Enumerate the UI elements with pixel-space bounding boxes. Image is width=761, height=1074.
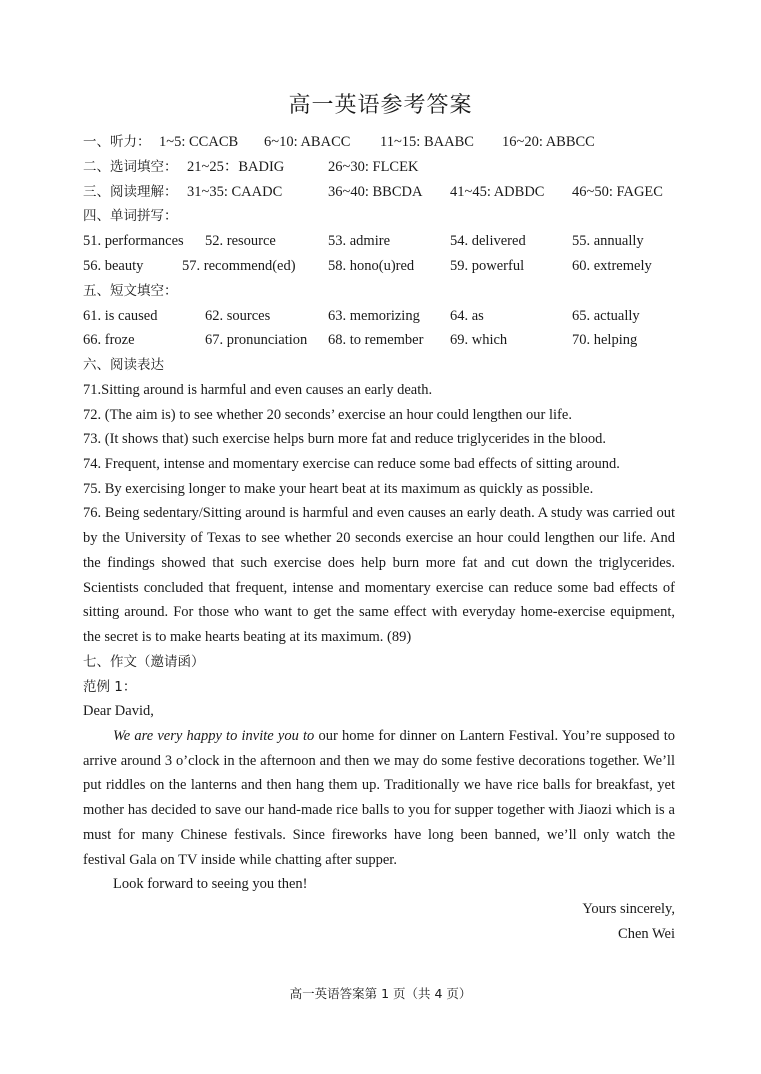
word-fill-label: 二、选词填空： bbox=[83, 158, 178, 175]
letter-signoff: Yours sincerely, bbox=[582, 900, 675, 917]
expression-heading bbox=[83, 353, 675, 378]
answer-72: 72. (The aim is) to see whether 20 seconds’ exercise an hour could lengthen our life. bbox=[83, 406, 572, 423]
spelling-heading bbox=[83, 204, 675, 229]
reading-row bbox=[83, 180, 675, 205]
sample-label: 范例 1： bbox=[83, 678, 137, 695]
listening-answers-3: 11~15: BAABC bbox=[380, 134, 474, 150]
letter-greeting: Dear David, bbox=[83, 703, 154, 720]
answer-75: 75. By exercising longer to make your heart beat at its maximum as quickly as possible. bbox=[83, 480, 594, 497]
answer-55: 55. annually bbox=[572, 233, 644, 250]
reading-answers-3: 41~45: ADBDC bbox=[450, 183, 545, 200]
answer-60: 60. extremely bbox=[572, 257, 652, 274]
spelling-row-2 bbox=[83, 254, 675, 279]
letter-closing-line: Look forward to seeing you then! bbox=[113, 876, 308, 893]
answer-51: 51. performances bbox=[83, 233, 184, 250]
answer-76-summary: 76. Being sedentary/Sitting around is harmful and even causes an early death. A study was carried out by the University of Texas to see whether 20 seconds exercise an hour could lengthen our life. And the findings showed that such exercise does help burn more fat and cut down the triglycerides. Scientists concluded that frequent, intense and momentary exercise can reduce some bad effects of sitting around. For those who want to get the same effect with everyday home-exercise equipment, the secret is to make hearts beating at its maximum. (89) bbox=[83, 505, 675, 645]
cloze-label: 五、短文填空： bbox=[83, 282, 178, 299]
answer-66: 66. froze bbox=[83, 332, 135, 349]
sample-heading bbox=[83, 675, 675, 700]
listening-answers-4: 16~20: ABBCC bbox=[502, 134, 595, 150]
writing-heading bbox=[83, 650, 675, 675]
answer-54: 54. delivered bbox=[450, 233, 526, 250]
writing-label: 七、作文（邀请函） bbox=[83, 653, 205, 670]
letter-body-text: our home for dinner on Lantern Festival. You’re supposed to arrive around 3 o’clock in the afternoon and then we may do some festive decorations together. We’ll put riddles on the lanterns and then hang them up. Traditionally we have rice balls for breakfast, yet mother has decided to save our hand-made rice balls to you for supper together with Jiaozi which is a must for many Chinese festivals. Since fireworks have long been banned, we’ll only watch the festival Gala on TV inside while chatting after supper. bbox=[83, 728, 675, 868]
answer-53: 53. admire bbox=[328, 233, 391, 250]
expression-label: 六、阅读表达 bbox=[83, 357, 164, 374]
cloze-heading bbox=[83, 279, 675, 304]
answer-64: 64. as bbox=[450, 307, 484, 324]
answer-74: 74. Frequent, intense and momentary exercise can reduce some bad effects of sitting around. bbox=[83, 456, 620, 473]
letter-signature: Chen Wei bbox=[618, 925, 675, 942]
answer-70: 70. helping bbox=[572, 332, 638, 349]
answer-57: 57. recommend(ed) bbox=[182, 257, 296, 274]
answer-69: 69. which bbox=[450, 332, 508, 349]
answer-65: 65. actually bbox=[572, 307, 640, 324]
word-fill-row bbox=[83, 155, 675, 180]
answer-58: 58. hono(u)red bbox=[328, 257, 415, 274]
page-title: 高一英语参考答案 bbox=[288, 93, 473, 118]
answer-63: 63. memorizing bbox=[328, 307, 420, 324]
answer-68: 68. to remember bbox=[328, 332, 424, 349]
answer-62: 62. sources bbox=[205, 307, 271, 324]
answer-67: 67. pronunciation bbox=[205, 332, 308, 349]
reading-answers-2: 36~40: BBCDA bbox=[328, 183, 423, 200]
answer-73: 73. (It shows that) such exercise helps burn more fat and reduce triglycerides in the blood. bbox=[83, 431, 607, 448]
letter-body bbox=[83, 724, 675, 872]
reading-answers-4: 46~50: FAGEC bbox=[572, 183, 663, 200]
answer-56: 56. beauty bbox=[83, 257, 144, 274]
page-footer: 高一英语答案第 1 页（共 4 页） bbox=[289, 986, 472, 1001]
answer-61: 61. is caused bbox=[83, 307, 158, 324]
listening-label: 一、听力： bbox=[83, 134, 151, 150]
listening-answers-2: 6~10: ABACC bbox=[264, 134, 351, 150]
reading-answers-1: 31~35: CAADC bbox=[187, 183, 283, 200]
word-fill-answers-1: 21~25：BADIG bbox=[187, 158, 285, 175]
answer-key bbox=[83, 130, 675, 946]
answer-71: 71.Sitting around is harmful and even causes an early death. bbox=[83, 381, 433, 398]
reading-label: 三、阅读理解： bbox=[83, 183, 178, 200]
cloze-row-2 bbox=[83, 328, 675, 353]
letter-opening-italic: We are very happy to invite you to bbox=[113, 728, 315, 744]
spelling-row-1 bbox=[83, 229, 675, 254]
cloze-row-1 bbox=[83, 304, 675, 329]
answer-59: 59. powerful bbox=[450, 257, 525, 274]
spelling-label: 四、单词拼写： bbox=[83, 208, 178, 225]
answer-52: 52. resource bbox=[205, 233, 276, 250]
word-fill-answers-2: 26~30: FLCEK bbox=[328, 158, 419, 175]
listening-answers-1: 1~5: CCACB bbox=[159, 134, 239, 150]
listening-row bbox=[83, 130, 675, 155]
